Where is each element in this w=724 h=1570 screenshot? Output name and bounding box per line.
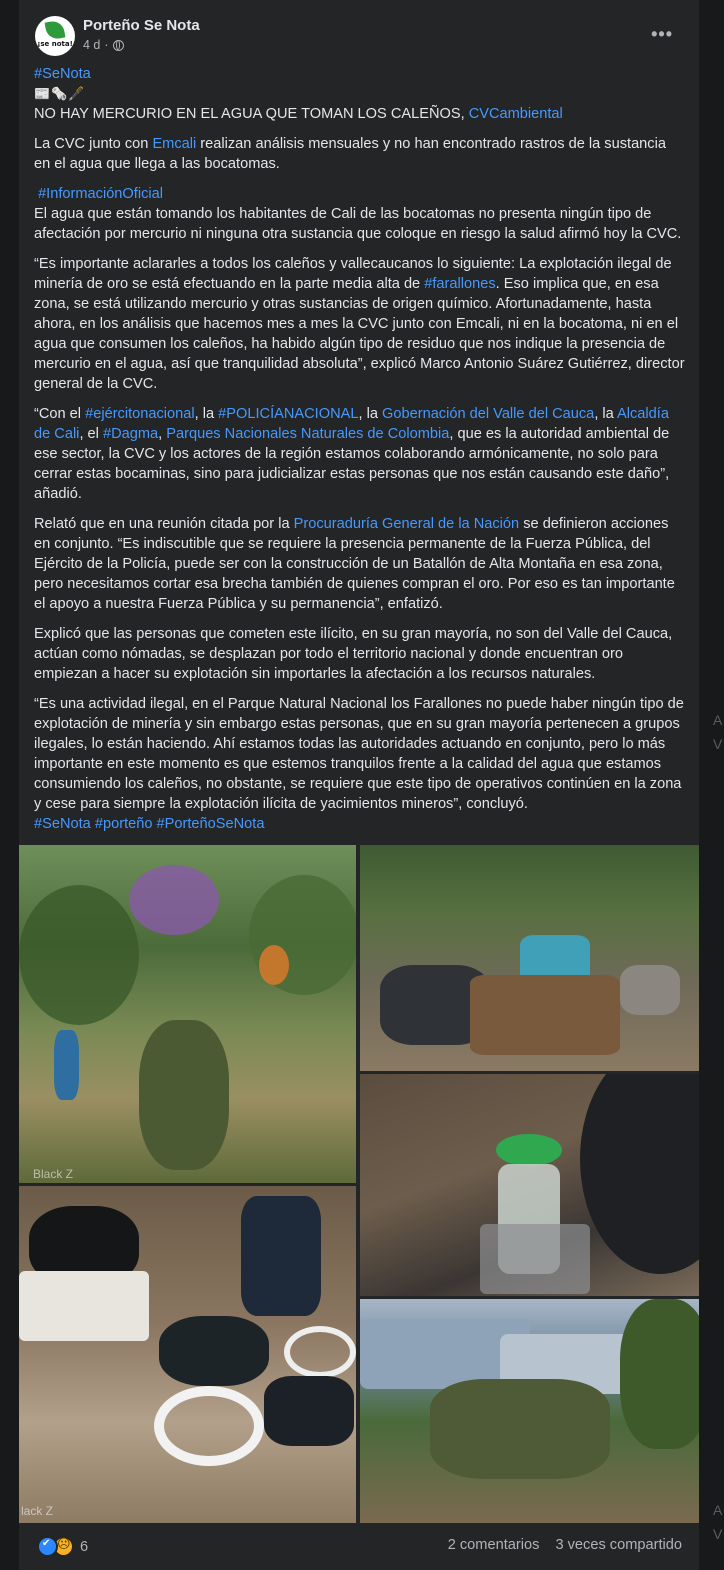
reactions[interactable]	[37, 1536, 88, 1557]
alcaldia-link[interactable]: Alcaldía de Cali	[34, 406, 669, 442]
post-meta: 4 d ·	[83, 38, 124, 52]
page-name[interactable]: Porteño Se Nota	[83, 17, 200, 34]
photo-watermark: Black Z	[33, 1167, 74, 1181]
edge-glyph: V	[713, 1526, 723, 1542]
reaction-count: 6	[80, 1538, 89, 1555]
headline: NO HAY MERCURIO EN EL AGUA QUE TOMAN LOS CALEÑOS, CVCambiental	[34, 106, 563, 122]
shares-count-link[interactable]: 3 veces compartido	[555, 1537, 682, 1553]
like-reaction-icon	[37, 1536, 58, 1557]
photo-watermark: lack Z	[21, 1504, 54, 1518]
hashtag-senota-link[interactable]: #SeNota	[34, 816, 91, 832]
photo-mercury-bottle[interactable]	[360, 1074, 699, 1296]
post-body	[34, 64, 686, 834]
gobernacion-link[interactable]: Gobernación del Valle del Cauca	[382, 406, 595, 422]
post-time[interactable]: 4 d	[83, 38, 101, 52]
paragraph-6: Explicó que las personas que cometen este ilícito, en su gran mayoría, no son del Valle del Cauca, actúan como nómadas, se desplazan por todo el territorio nacional y donde encuentran oro empiezan a hacer su explotación sin importarles la afectación a los recursos naturales.	[34, 626, 673, 682]
post-footer	[19, 1530, 699, 1560]
dagma-link[interactable]: #Dagma	[102, 426, 159, 442]
hashtag-portenosenota-link[interactable]: #PorteñoSeNota	[156, 816, 265, 832]
globe-icon	[113, 40, 124, 51]
farallones-link[interactable]: #farallones	[424, 276, 496, 292]
photo-soldiers-camp[interactable]	[19, 845, 356, 1183]
edge-glyph: A	[713, 712, 723, 728]
edge-glyph: A	[713, 1502, 723, 1518]
parques-link[interactable]: Parques Nacionales Naturales de Colombia	[166, 426, 450, 442]
emcali-link[interactable]: Emcali	[152, 136, 197, 152]
photo-mining-machinery[interactable]	[360, 845, 699, 1071]
hashtag-porteno-link[interactable]: #porteño	[94, 816, 153, 832]
procuraduria-link[interactable]: Procuraduría General de la Nación	[293, 516, 520, 532]
cvcambiental-link[interactable]: CVCambiental	[468, 106, 563, 122]
paragraph-2-tag	[34, 184, 686, 204]
post-stats	[448, 1537, 682, 1553]
avatar-logo-text: ¡se nota!	[37, 40, 73, 48]
ejercito-link[interactable]: #ejércitonacional	[85, 406, 195, 422]
leaf-logo-icon	[45, 20, 66, 41]
paragraph-3: “Es importante aclararles a todos los caleños y vallecaucanos lo siguiente: La explotación ilegal de minería de oro se está efectuando en la parte media alta de #farallones. Eso implica que, en esa zona, se está utilizando mercurio y otras sustancias de origen químico. Afortunadamente, hasta ahora, en los análisis que hacemos mes a mes la CVC junto con Emcali, ni en la bocatoma, ni en el agua que consumen los caleños, ha habido algún tipo de residuo que nos indique la presencia de mercurio en el agua, así que tranquilidad absoluta”, explicó Marco Antonio Suárez Gutiérrez, director general de la CVC.	[34, 256, 685, 392]
edge-glyph: V	[713, 736, 723, 752]
photo-seized-materials[interactable]	[19, 1186, 356, 1523]
paragraph-1: La CVC junto con Emcali realizan análisis mensuales y no han encontrado rastros de la sustancia en el agua que llega a las bocatomas.	[34, 136, 666, 172]
photo-tents-soldiers[interactable]	[360, 1299, 699, 1523]
paragraph-5: Relató que en una reunión citada por la Procuraduría General de la Nación se definieron acciones en conjunto. “Es indiscutible que se requiere la presencia permanente de la Fuerza Pública, del Ejército de la Policía, puede ser con la construcción de un Batallón de Alta Montaña en esa zona, pero necesitamos cortar esa brecha también de quienes compran el oro. Por eso es tan importante el apoyo a nuestra Fuerza Pública y su permanencia”, enfatizó.	[34, 516, 675, 612]
post-header	[19, 10, 699, 60]
more-options-icon[interactable]: •••	[651, 24, 673, 44]
photo-grid	[19, 845, 699, 1523]
policia-link[interactable]: #POLICÍANACIONAL	[218, 406, 359, 422]
post-card	[19, 0, 699, 1570]
hashtag-link[interactable]: #SeNota	[34, 66, 91, 82]
hashtag-line	[34, 64, 686, 84]
page-avatar[interactable]	[35, 16, 75, 56]
paragraph-2: El agua que están tomando los habitantes de Cali de las bocatomas no presenta ningún tipo de afectación por mercurio ni ninguna otra sustancia que coloque en riesgo la salud afirmó hoy la CVC.	[34, 206, 682, 242]
paragraph-7: “Es una actividad ilegal, en el Parque Natural Nacional los Farallones no puede haber ningún tipo de explotación de minería y sin embargo estas personas, que en su gran mayoría pertenecen a grupos ilegales, lo están haciendo. Ahí estamos todas las autoridades actuando en conjunto, pero lo más importante en este momento es que estemos tranquilos frente a la calidad del agua que estamos consumiendo los caleños, no obstante, se requiere que este tipo de operativos continúen en la zona y cese para siempre la explotación ilícita de yacimientos mineros”, concluyó. #SeNota #porteño #PorteñoSeNota	[34, 696, 684, 832]
emoji-line: 📰🗞️🖋️	[34, 86, 86, 101]
comments-count-link[interactable]: 2 comentarios	[447, 1537, 540, 1553]
paragraph-4: “Con el #ejércitonacional, la #POLICÍANACIONAL, la Gobernación del Valle del Cauca, la Alcaldía de Cali, el #Dagma, Parques Nacionales Naturales de Colombia, que es la autoridad ambiental de ese sector, la CVC y los actores de la región estamos colaborando armónicamente, no solo para cerrar estas bocaminas, sino para judicializar estas personas que nos están causando este daño”, añadió.	[34, 406, 670, 502]
informacion-oficial-link[interactable]: #InformaciónOficial	[38, 186, 163, 202]
